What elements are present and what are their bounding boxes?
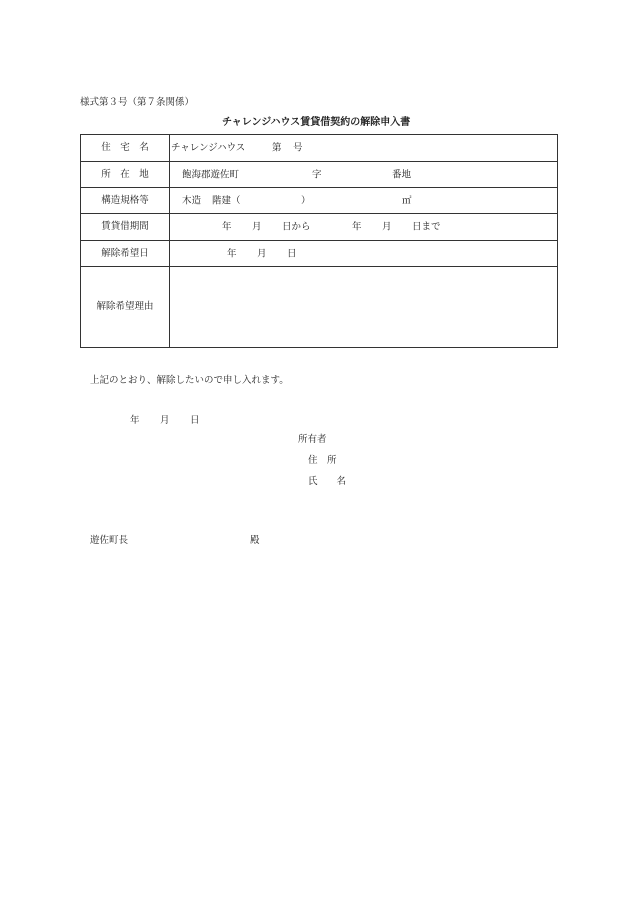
location-banchi: 番地 <box>392 168 412 180</box>
owner-name-label: 氏 名 <box>308 476 347 487</box>
form-number: 様式第３号（第７条関係） <box>80 97 195 108</box>
house-dai: 第 <box>272 142 282 154</box>
cancel-day: 日 <box>287 247 297 259</box>
row-period <box>81 214 558 241</box>
reason-value <box>170 267 558 348</box>
document-title: チャレンジハウス賃貸借契約の解除申入書 <box>222 117 411 128</box>
honorific: 殿 <box>250 535 260 546</box>
label-period: 賃貸借期間 <box>81 214 170 241</box>
row-structure <box>81 188 558 214</box>
addressee: 遊佐町長 <box>90 535 129 546</box>
row-house-name <box>81 135 558 162</box>
label-location: 所 在 地 <box>81 162 170 188</box>
period-year-1: 年 <box>222 221 232 233</box>
owner-heading: 所有者 <box>298 434 327 445</box>
house-go: 号 <box>293 142 303 154</box>
house-name-value: チャレンジハウス <box>171 142 246 154</box>
label-cancel-date: 解除希望日 <box>81 241 170 267</box>
date-year: 年 <box>130 415 140 426</box>
period-day-from: 日から <box>282 221 311 233</box>
cancel-year: 年 <box>227 247 237 259</box>
period-month-2: 月 <box>382 221 392 233</box>
structure-wood: 木造 <box>182 194 202 206</box>
label-structure: 構造規格等 <box>81 188 170 214</box>
label-house-name: 住 宅 名 <box>81 135 170 162</box>
structure-close: ） <box>301 194 311 206</box>
structure-unit: ㎡ <box>402 194 412 206</box>
row-reason <box>81 267 558 348</box>
period-month-1: 月 <box>252 221 262 233</box>
row-location <box>81 162 558 188</box>
cancel-month: 月 <box>257 247 267 259</box>
date-day: 日 <box>190 415 200 426</box>
structure-floors: 階建（ <box>212 194 241 206</box>
statement: 上記のとおり、解除したいので申し入れます。 <box>90 375 289 386</box>
location-aza: 字 <box>312 168 322 180</box>
label-reason: 解除希望理由 <box>81 267 170 348</box>
row-cancel-date <box>81 241 558 267</box>
owner-address-label: 住 所 <box>308 455 337 466</box>
period-day-until: 日まで <box>412 221 441 233</box>
application-table <box>80 134 558 348</box>
date-month: 月 <box>160 415 170 426</box>
period-year-2: 年 <box>352 221 362 233</box>
location-town: 飽海郡遊佐町 <box>182 168 240 180</box>
